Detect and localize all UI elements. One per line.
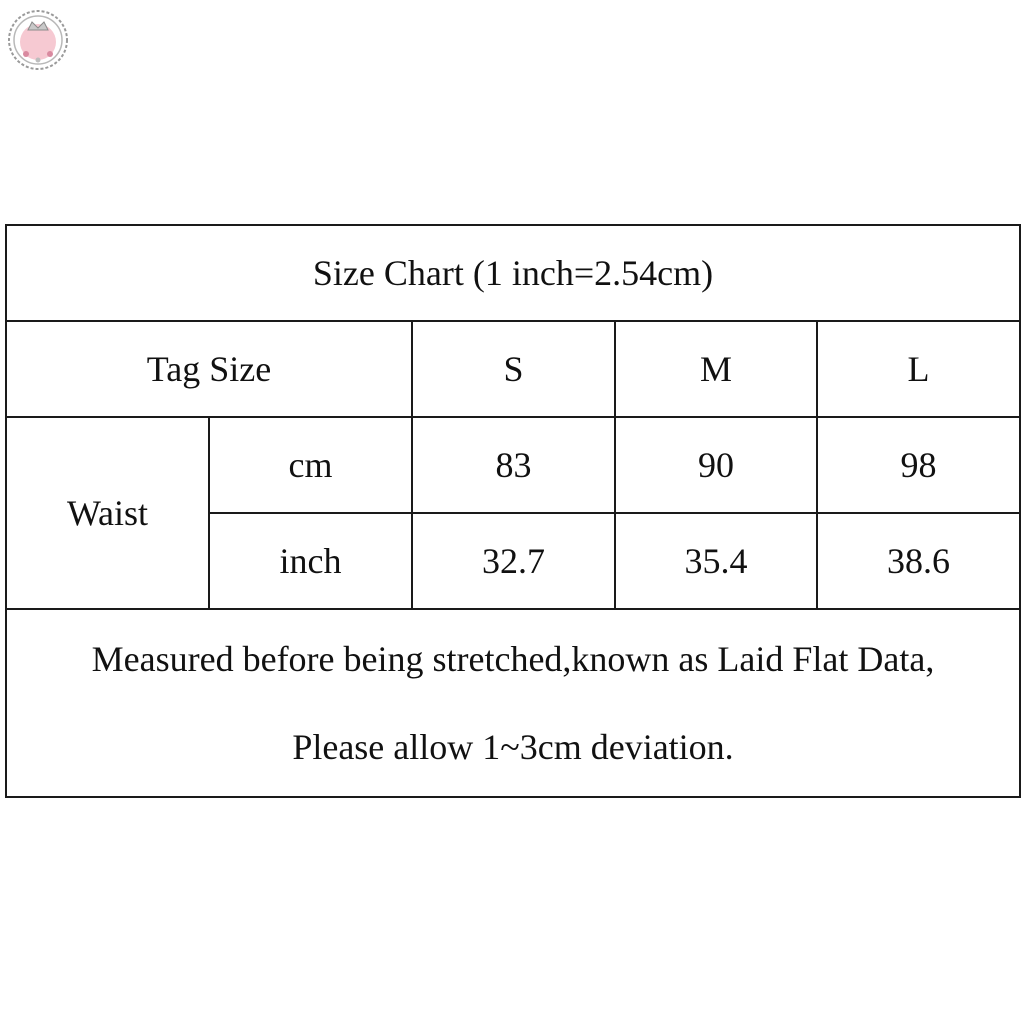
unit-inch: inch [209,513,412,609]
note-line-1: Measured before being stretched,known as Laid Flat Data, [91,639,935,679]
note-line-2: Please allow 1~3cm deviation. [292,727,734,767]
unit-cm: cm [209,417,412,513]
header-row [6,321,1020,417]
title-row [6,225,1020,321]
size-header-s: S [412,321,615,417]
table-title: Size Chart (1 inch=2.54cm) [6,225,1020,321]
measurement-note [6,609,1020,797]
waist-label: Waist [6,417,209,609]
size-header-m: M [615,321,817,417]
brand-logo-icon [6,8,70,72]
note-row [6,609,1020,797]
value-cell: 90 [615,417,817,513]
value-cell: 83 [412,417,615,513]
tag-size-label: Tag Size [6,321,412,417]
value-cell: 98 [817,417,1020,513]
size-chart-table [5,224,1021,798]
value-cell: 38.6 [817,513,1020,609]
size-header-l: L [817,321,1020,417]
value-cell: 35.4 [615,513,817,609]
table-row [6,417,1020,513]
value-cell: 32.7 [412,513,615,609]
